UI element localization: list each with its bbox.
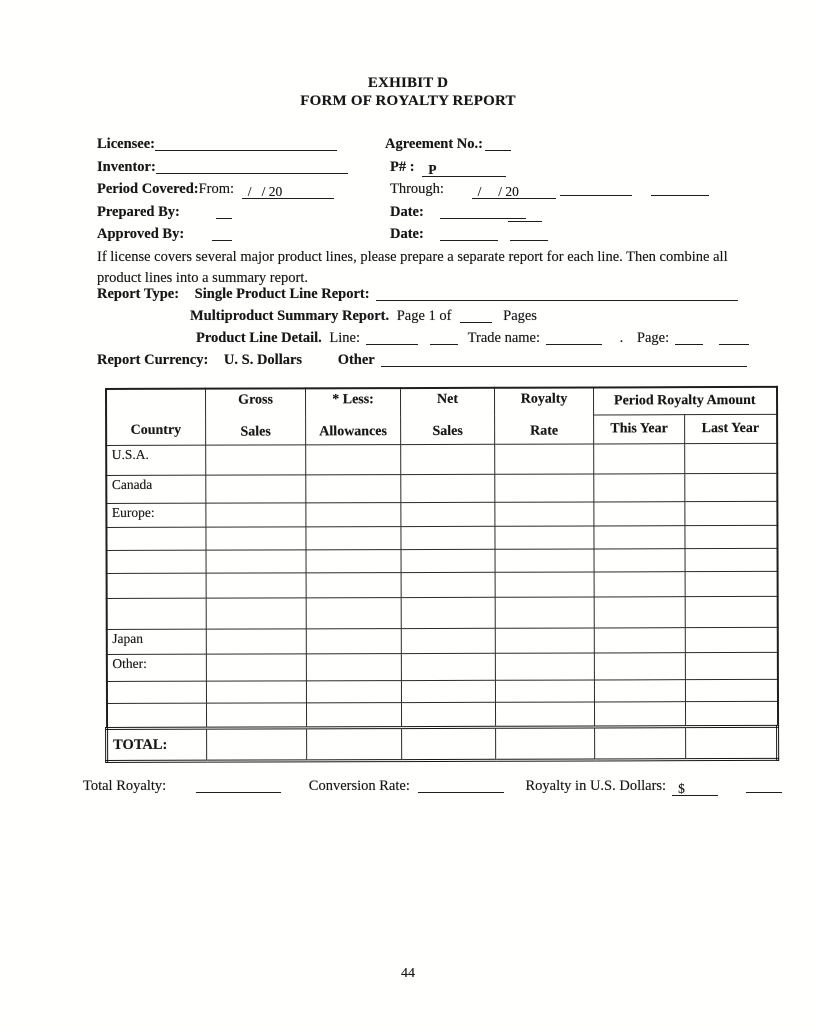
table-cell bbox=[594, 653, 685, 680]
title-exhibit: EXHIBIT D bbox=[367, 75, 449, 91]
table-cell bbox=[495, 474, 594, 502]
row-label: Europe: bbox=[106, 503, 206, 527]
table-cell bbox=[595, 727, 686, 760]
single-product-field bbox=[376, 286, 738, 301]
table-cell bbox=[206, 445, 306, 475]
table-cell bbox=[306, 550, 401, 573]
table-cell bbox=[307, 728, 402, 761]
header-gross-sales: Gross Sales bbox=[206, 388, 306, 445]
through-label: Through: bbox=[390, 181, 444, 197]
table-cell bbox=[685, 652, 777, 679]
table-cell bbox=[594, 680, 685, 702]
table-row-blank bbox=[106, 525, 777, 550]
page-title bbox=[0, 74, 816, 110]
p-number-field: P bbox=[422, 162, 506, 177]
table-row-japan bbox=[106, 627, 777, 654]
page-field bbox=[675, 330, 703, 345]
licensee-field bbox=[155, 136, 337, 151]
table-cell bbox=[685, 473, 777, 501]
report-currency-label: Report Currency: bbox=[97, 352, 209, 368]
table-row-europe bbox=[106, 501, 777, 527]
page-field-2 bbox=[719, 330, 749, 345]
table-cell bbox=[401, 597, 495, 628]
table-cell bbox=[306, 598, 401, 629]
product-line-detail-row bbox=[196, 330, 749, 347]
date1-field-2 bbox=[508, 207, 542, 222]
report-type-row bbox=[97, 286, 738, 303]
usd-label: U. S. Dollars bbox=[223, 352, 303, 368]
table-row-canada bbox=[106, 473, 777, 503]
row-label: Other: bbox=[106, 654, 206, 681]
single-product-label: Single Product Line Report: bbox=[194, 286, 370, 302]
table-cell bbox=[685, 596, 777, 627]
table-row-usa bbox=[106, 443, 777, 475]
table-cell bbox=[401, 572, 495, 597]
period-covered-label: Period Covered: bbox=[97, 181, 199, 197]
trade-name-field bbox=[546, 330, 602, 345]
row-label bbox=[106, 573, 206, 598]
table-cell bbox=[495, 572, 594, 597]
table-cell bbox=[495, 597, 594, 628]
header-net-sales: Net Sales bbox=[401, 388, 495, 445]
p-number-row-right bbox=[390, 159, 506, 177]
row-label: U.S.A. bbox=[106, 445, 206, 475]
trade-name-label: Trade name: bbox=[467, 330, 541, 346]
product-line-detail-label: Product Line Detail. bbox=[196, 330, 322, 346]
period-covered-row-left bbox=[97, 181, 334, 199]
table-cell bbox=[206, 681, 306, 703]
royalty-table bbox=[104, 386, 779, 763]
table-cell bbox=[495, 526, 594, 549]
date1-row-right bbox=[390, 204, 542, 222]
table-cell bbox=[306, 503, 401, 527]
row-label bbox=[106, 550, 206, 573]
other-currency-field bbox=[381, 352, 747, 367]
table-cell bbox=[402, 727, 496, 760]
line-field-2 bbox=[430, 330, 458, 345]
row-label bbox=[106, 598, 206, 629]
pages-label: Pages bbox=[503, 308, 537, 324]
table-cell bbox=[594, 702, 685, 727]
table-cell bbox=[495, 444, 594, 474]
royalty-table-header bbox=[106, 387, 777, 446]
total-royalty-field bbox=[196, 778, 281, 793]
header-period-royalty-amount: Period Royalty Amount bbox=[594, 387, 777, 416]
date2-label: Date: bbox=[390, 226, 424, 242]
table-row-other bbox=[106, 652, 777, 681]
table-cell bbox=[206, 654, 306, 681]
dot-separator: . bbox=[619, 330, 624, 346]
inventor-label: Inventor: bbox=[97, 159, 156, 175]
date1-label: Date: bbox=[390, 204, 424, 220]
prepared-by-label: Prepared By: bbox=[97, 204, 180, 220]
table-cell bbox=[594, 474, 685, 502]
table-row-blank bbox=[106, 548, 777, 573]
royalty-in-usd-label: Royalty in U.S. Dollars: bbox=[525, 778, 667, 794]
table-row-blank bbox=[106, 571, 777, 598]
table-cell bbox=[685, 679, 777, 701]
table-cell bbox=[401, 702, 495, 727]
row-label bbox=[106, 703, 206, 728]
table-cell bbox=[594, 597, 685, 628]
p-number-label: P# : bbox=[390, 159, 415, 175]
table-cell bbox=[401, 474, 495, 502]
table-cell bbox=[496, 727, 595, 760]
report-type-label: Report Type: bbox=[97, 286, 180, 302]
agreement-no-field bbox=[485, 136, 511, 151]
through-date-field: / / 20 bbox=[472, 184, 556, 199]
table-cell bbox=[207, 728, 307, 761]
table-row-blank bbox=[106, 679, 777, 703]
page-number: 44 bbox=[401, 966, 415, 981]
footer-totals-row bbox=[83, 778, 782, 796]
date2-field-2 bbox=[510, 226, 548, 241]
table-cell bbox=[685, 548, 777, 571]
conversion-rate-field bbox=[418, 778, 504, 793]
header-last-year: Last Year bbox=[685, 415, 777, 444]
table-cell bbox=[594, 444, 685, 474]
header-less-allowances: * Less: Allowances bbox=[306, 388, 401, 445]
through-extra-field-2 bbox=[651, 181, 709, 196]
table-cell bbox=[306, 527, 401, 550]
table-cell bbox=[306, 475, 401, 503]
table-cell bbox=[206, 503, 306, 527]
table-cell bbox=[495, 628, 594, 653]
table-cell bbox=[206, 527, 306, 550]
table-cell bbox=[594, 628, 685, 653]
approved-by-row-left bbox=[97, 226, 232, 243]
table-cell bbox=[306, 654, 401, 681]
table-cell bbox=[206, 703, 306, 728]
date2-field bbox=[440, 226, 498, 241]
table-cell bbox=[401, 502, 495, 526]
table-cell bbox=[594, 526, 685, 549]
table-cell bbox=[206, 598, 306, 629]
table-cell bbox=[401, 444, 495, 474]
licensee-row-left bbox=[97, 136, 337, 153]
row-label: Japan bbox=[106, 629, 206, 654]
licensee-label: Licensee: bbox=[97, 136, 155, 152]
header-country: Country bbox=[106, 389, 206, 446]
table-cell bbox=[206, 550, 306, 573]
table-cell bbox=[685, 525, 777, 548]
agreement-row-right bbox=[385, 136, 511, 153]
total-royalty-label: Total Royalty: bbox=[83, 778, 167, 794]
multiproduct-row bbox=[190, 308, 537, 325]
royalty-usd-field-2 bbox=[746, 778, 782, 793]
line-label: Line: bbox=[329, 330, 361, 346]
instruction-note: If license covers several major product lines, please prepare a separate report for each line. Then combine all product lines into a summary report. bbox=[97, 249, 728, 286]
approved-by-label: Approved By: bbox=[97, 226, 185, 242]
table-cell bbox=[685, 571, 777, 596]
table-cell bbox=[306, 681, 401, 703]
table-cell bbox=[306, 573, 401, 598]
table-cell bbox=[685, 501, 777, 525]
other-label: Other bbox=[337, 352, 375, 368]
table-row-total bbox=[107, 726, 778, 761]
table-cell bbox=[594, 549, 685, 572]
from-date-field: / / 20 bbox=[242, 184, 334, 199]
table-cell bbox=[495, 502, 594, 526]
header-this-year: This Year bbox=[594, 415, 685, 444]
inventor-field bbox=[156, 159, 348, 174]
approved-by-field bbox=[212, 226, 232, 241]
table-cell bbox=[206, 573, 306, 598]
table-cell bbox=[306, 629, 401, 654]
line-field bbox=[366, 330, 418, 345]
table-cell bbox=[401, 526, 495, 549]
table-cell bbox=[495, 702, 594, 727]
table-cell bbox=[401, 549, 495, 572]
header-royalty-rate: Royalty Rate bbox=[495, 387, 594, 444]
row-label bbox=[106, 681, 206, 703]
table-cell bbox=[206, 475, 306, 503]
table-cell bbox=[495, 653, 594, 680]
conversion-rate-label: Conversion Rate: bbox=[308, 778, 410, 794]
table-cell bbox=[401, 628, 495, 653]
title-form-of-royalty-report: FORM OF ROYALTY REPORT bbox=[300, 93, 516, 109]
table-cell bbox=[401, 680, 495, 702]
agreement-no-label: Agreement No.: bbox=[385, 136, 483, 152]
table-row-blank bbox=[106, 596, 777, 629]
from-label: From: bbox=[198, 181, 235, 197]
page-label: Page: bbox=[636, 330, 670, 346]
table-row-blank bbox=[106, 701, 777, 728]
table-cell bbox=[594, 502, 685, 526]
prepared-by-field bbox=[216, 204, 232, 219]
multiproduct-label: Multiproduct Summary Report. bbox=[190, 308, 390, 324]
pages-count-field bbox=[460, 308, 492, 323]
page-1-of-label: Page 1 of bbox=[396, 308, 452, 324]
table-cell bbox=[685, 627, 777, 652]
table-cell bbox=[206, 629, 306, 654]
row-label: Canada bbox=[106, 475, 206, 503]
table-cell bbox=[306, 703, 401, 728]
royalty-usd-field: $ bbox=[672, 781, 718, 796]
total-label: TOTAL: bbox=[107, 728, 207, 761]
report-currency-row bbox=[97, 352, 747, 369]
date2-row-right bbox=[390, 226, 548, 243]
table-cell bbox=[594, 572, 685, 597]
table-cell bbox=[685, 443, 777, 473]
through-extra-field-1 bbox=[560, 181, 632, 196]
table-cell bbox=[401, 653, 495, 680]
table-cell bbox=[685, 701, 777, 726]
row-label bbox=[106, 527, 206, 550]
table-cell bbox=[495, 549, 594, 572]
table-cell bbox=[495, 680, 594, 702]
through-row-right bbox=[390, 181, 709, 199]
prepared-by-row-left bbox=[97, 204, 232, 221]
inventor-row-left bbox=[97, 159, 348, 176]
table-cell bbox=[306, 445, 401, 475]
table-cell bbox=[686, 726, 778, 759]
